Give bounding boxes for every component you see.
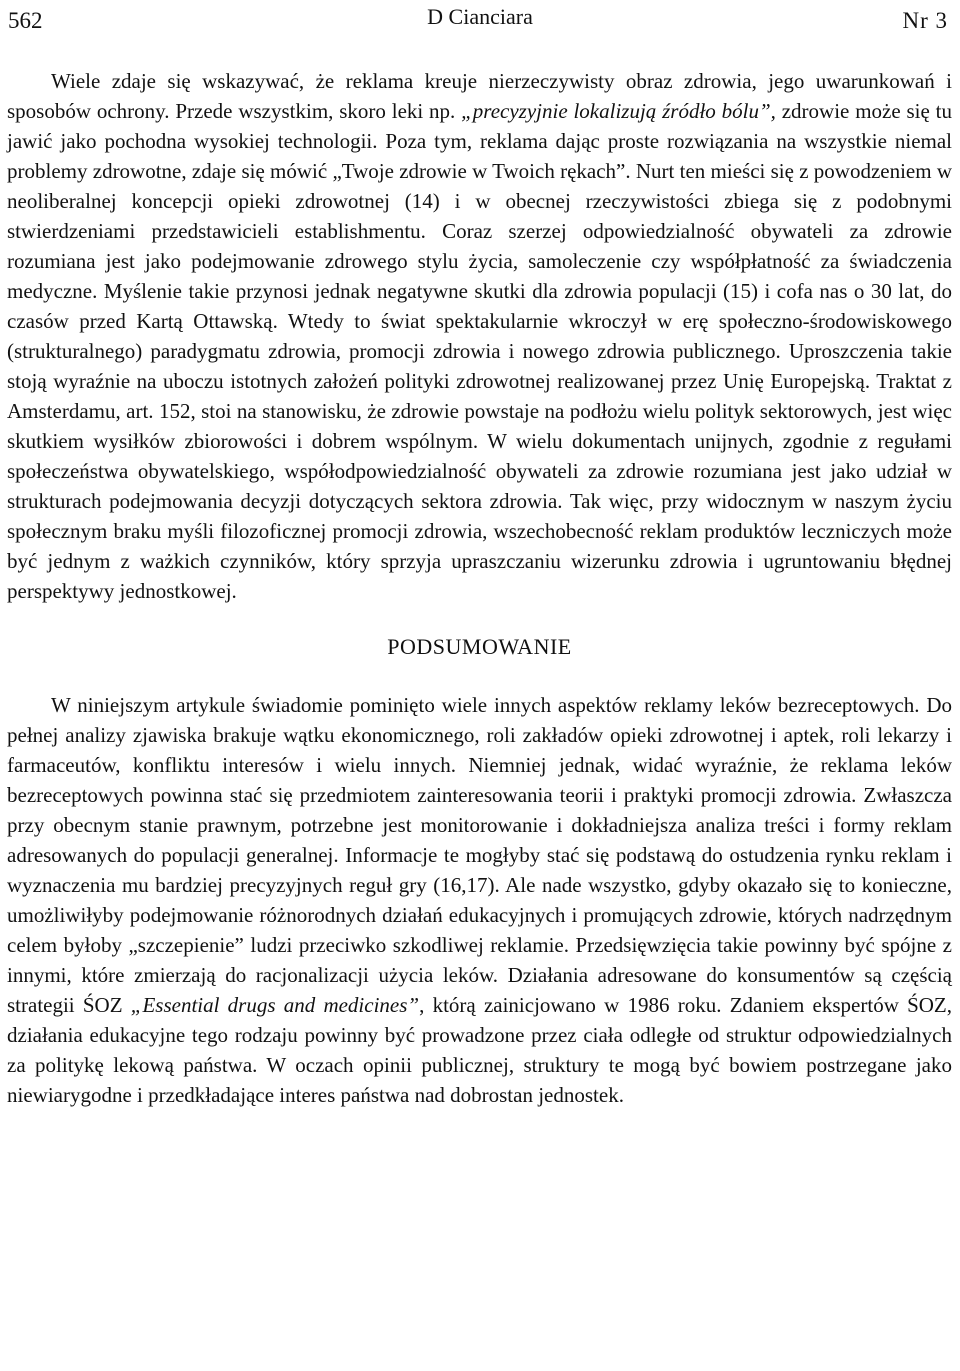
page-header xyxy=(8,2,952,42)
section-heading: PODSUMOWANIE xyxy=(387,634,572,659)
article-body xyxy=(7,66,952,1110)
paragraph-text: W niniejszym artykule świadomie pominięto wiele innych aspektów reklamy leków bezreceptowych. Do pełnej analizy zjawiska brakuje wątku ekonomicznego, roli zakładów opieki zdrowotnej i aptek, roli lekarzy i farmaceutów, konfliktu interesów i wielu innych. Niemniej jednak, widać wyraźnie, że reklama leków bezreceptowych powinna stać się przedmiotem zainteresowania teorii i praktyki promocji zdrowia. Zwłaszcza przy obecnym stanie prawnym, potrzebne jest monitorowanie i dokładniejsza analiza treści i formy reklam adresowanych do populacji generalnej. Informacje te mogłyby stać się podstawą do ostudzenia rynku reklam i wyznaczenia mu bardziej precyzyjnych reguł gry (16,17). Ale nade wszystko, gdyby okazało się to konieczne, umożliwiłyby podejmowanie różnorodnych działań edukacyjnych i promujących zdrowie, których nadrzędnym celem byłoby „szczepienie” ludzi przeciwko szkodliwej reklamie. Przedsięwzięcia takie powinny być spójne z innymi, które zmierzają do racjonalizacji użycia leków. Działania adresowane do konsumentów są częścią strategii ŚOZ xyxy=(7,693,952,1017)
quoted-phrase: „precyzyjnie lokalizują źródło bólu”, xyxy=(461,99,776,123)
paragraph-text: , którą zainicjowano w 1986 roku. Zdaniem ekspertów ŚOZ, działania edukacyjne tego rodzaju powinny być prowadzone przez ciała odległe od struktur odpowiedzialnych za politykę lekową państwa. W oczach opinii publicznej, struktury te mogą być bowiem postrzegane jako niewiarygodne i przedkładające interes państwa nad dobrostan jednostek. xyxy=(7,993,952,1107)
quoted-phrase: „Essential drugs and medicines” xyxy=(130,993,420,1017)
running-title: D Cianciara xyxy=(427,4,533,29)
paragraph-text: Wiele zdaje się wskazywać, że reklama kreuje nierzeczywisty obraz zdrowia, jego uwarunkowań i sposobów ochrony. Przede wszystkim, skoro leki np. xyxy=(7,69,952,123)
paragraph-text: zdrowie może się tu jawić jako pochodna wysokiej technologii. Poza tym, reklama dając proste rozwiązania na wszystkie niemal problemy zdrowotne, zdaje się mówić „Twoje zdrowie w Twoich rękach”. Nurt ten mieści się z powodzeniem w neoliberalnej koncepcji opieki zdrowotnej (14) i w obecnej rzeczywistości zbiega się z podobnymi stwierdzeniami przedstawicieli establishmentu. Coraz szerzej odpowiedzialność obywateli za zdrowie rozumiana jest jako podejmowanie zdrowego stylu życia, samoleczenie czy współpłatność za świadczenia medyczne. Myślenie takie przynosi jednak negatywne skutki dla zdrowia populacji (15) i cofa nas o 30 lat, do czasów przed Kartą Ottawską. Wtedy to świat spektakularnie wkroczył w erę społeczno-środowiskowego (strukturalnego) paradygmatu zdrowia, promocji zdrowia i nowego zdrowia publicznego. Uproszczenia takie stoją wyraźnie na uboczu istotnych założeń polityki zdrowotnej realizowanej przez Unię Europejską. Traktat z Amsterdamu, art. 152, stoi na stanowisku, że zdrowie powstaje na podłożu wielu polityk sektorowych, jest więc skutkiem wysiłków zbiorowości i dobrem wspólnym. W wielu dokumentach unijnych, zgodnie z regułami społeczeństwa obywatelskiego, współodpowiedzialność obywateli za zdrowie rozumiana jest jako udział w strukturach podejmowania decyzji dotyczących sektora zdrowia. Tak więc, przy widocznym w naszym życiu społecznym braku myśli filozoficznej promocji zdrowia, wszechobecność reklam produktów leczniczych może być jednym z ważkich czynników, który sprzyja upraszczaniu wizerunku zdrowia i ugruntowaniu błędnej perspektywy jednostkowej. xyxy=(7,99,952,603)
paragraph xyxy=(7,66,952,606)
paragraph xyxy=(7,690,952,1110)
issue-number: Nr 3 xyxy=(902,8,948,33)
page-number: 562 xyxy=(8,8,43,33)
